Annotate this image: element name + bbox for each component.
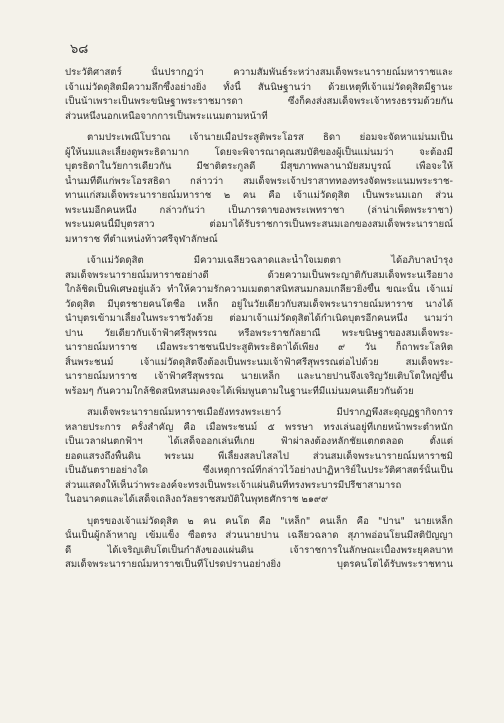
text-line: สมเด็จพระนารายณ์มหาราชเป็นที่โปรดปรานอย่างยิ่ง บุตรคนโตได้รับพระราชทาน: [65, 559, 453, 570]
text-line: สมเด็จพระนารายณ์มหาราชอย่างดี ด้วยความเป็นพระญาติกับสมเด็จพระนเรือยาง: [65, 269, 453, 281]
text-line: เจ้าแม่วัดดุสิต มีความเฉลียวฉลาดและน้ำใจเมตตา ได้อภิบาลบำรุง: [87, 255, 453, 266]
text-line: ส่วนหนึ่งนอกเหนือจากการเป็นพระแนมตามหน้าที่: [65, 110, 268, 122]
text-line: ผู้ให้นมและเลี้ยงดูพระธิดามาก โดยจะพิจารณาคุณสมบัติของผู้เป็นแม่นมว่า จะต้องมี: [65, 146, 453, 158]
text-line: มหาราช ที่ตำแหน่งท้าวศรีจุฬาลักษณ์: [65, 233, 218, 245]
text-line: เป็นเวลาฝนตกฟ้าฯ ได้เสด็จออกเล่นที่เกย ฟ้าผ่าลงต้องหลักชัยแตกตลอด ตั้งแต่: [65, 436, 453, 447]
text-line: ทานแก่สมเด็จพระนารายณ์มหาราช ๒ คน คือ เจ้าแม่วัดดุสิต เป็นพระนมเอก ส่วน: [65, 190, 453, 201]
text-line: ปาน วัยเดียวกับเจ้าฟ้าศรีสุพรรณ หรือพระราชกัลยาณี พระขนิษฐาของสมเด็จพระ-: [65, 327, 453, 339]
text-line: ใกล้ชิดเป็นพิเศษอยู่แล้ว ทำให้ความรักความเมตตาสนิทสนมกลมเกลียวยิ่งขึ้น ขณะนั้น เจ้าแม่: [65, 284, 453, 295]
text-line: เป็นอันตรายอย่างใด ซึ่งเหตุการณ์ที่กล่าวไว้อย่างปาฏิหาริย์ในประวัติศาสตร์นั้นเป็น: [65, 465, 453, 476]
paragraph-3: [65, 254, 453, 399]
text-line: สมเด็จพระนารายณ์มหาราชเมื่อยังทรงพระเยาว์ มีปรากฏพึงสะดุญฏฐากิจการ: [87, 407, 453, 418]
text-line: น้ำนมที่ดีแก่พระโอรสธิดา กล่าวว่า สมเด็จพระเจ้าปราสาททองทรงจัดพระแนมพระราช-: [65, 175, 453, 187]
paragraph-5: [65, 515, 453, 573]
text-line: ตามประเพณีโบราณ เจ้านายเมื่อประสูติพระโอรส ธิดา ย่อมจะจัดหาแม่นมเป็น: [87, 132, 453, 143]
text-line: นั้นเป็นผู้กล้าหาญ เข้มแข็ง ซื่อตรง ส่วนนายปาน เฉลียวฉลาด สุภาพอ่อนโยนมีสติปัญญา: [65, 530, 453, 541]
text-line: หลายประการ ครั้งสำคัญ คือ เมื่อพระชนม์ ๕ พรรษา ทรงเล่นอยู่ที่เกยหน้าพระตำหนัก: [65, 421, 453, 433]
paragraph-4: [65, 406, 453, 508]
text-line: พร้อมๆ กันความใกล้ชิดสนิทสนมคงจะได้เพิ่มพูนตามในฐานะที่มีแม่นมคนเดียวกันด้วย: [65, 385, 414, 397]
text-line: ยอดแสรงถึงพื้นดิน พระนม พี่เลี้ยงสลบไสลไป ส่วนสมเด็จพระนารายณ์มหาราชมิ: [65, 450, 453, 462]
text-line: วัดดุสิต มีบุตรชายคนโตชื่อ เหล็ก อยู่ในวัยเดียวกับสมเด็จพระนารายณ์มหาราช นางได้: [65, 298, 453, 310]
page-number: ๖๘: [70, 42, 89, 57]
text-line: ประวัติศาสตร์ นั้นปรากฏว่า ความสัมพันธ์ระหว่างสมเด็จพระนารายณ์มหาราชและ: [65, 67, 453, 78]
text-line: ส่วนแสดงให้เห็นว่าพระองค์จะทรงเป็นพระเจ้าแผ่นดินที่ทรงพระบารมีปรีชาสามารถ: [65, 479, 402, 491]
body-text: [65, 66, 453, 580]
text-line: สิ้นพระชนม์ เจ้าแม่วัดดุสิตจึงต้องเป็นพระนมเจ้าฟ้าศรีสุพรรณต่อไปด้วย สมเด็จพระ-: [65, 356, 453, 368]
text-line: ในอนาคตและได้เสด็จเถลิงถวัลยราชสมบัติในพุทธศักราช ๒๑๙๙: [65, 494, 328, 505]
text-line: บุตรธิดาในวัยการเดียวกัน มีชาติตระกูลดี มีสุขภาพพลานามัยสมบูรณ์ เพื่อจะให้: [65, 161, 453, 172]
paragraph-1: [65, 66, 453, 124]
paragraph-2: [65, 131, 453, 247]
text-line: พระนมอีกคนหนึ่ง กล่าวกันว่า เป็นภารดาของพระเพทราชา (ล่าน่าเพ็ดพระราชา): [65, 204, 453, 216]
text-line: พระนมคนนี้มีบุตรสาว ต่อมาได้รับราชการเป็นพระสนมเอกของสมเด็จพระนารายณ์: [65, 219, 453, 230]
text-line: เป็นน้าเพราะเป็นพระขนิษฐาพระราชมารดา ซึ่งก็คงส่งสมเด็จพระเจ้าทรงธรรมด้วยกัน: [65, 96, 453, 107]
text-line: นารายณ์มหาราช เมื่อพระราชชนนีประสูติพระธิดาได้เพียง ๙ วัน ก็ถาพระโลหิต: [65, 342, 453, 353]
text-line: เจ้าแม่วัดดุสิตมีความลึกซึ้งอย่างยิ่ง ทั้งนี้ สันนิษฐานว่า ด้วยเหตุที่เจ้าแม่วัดดุสิตมีฐานะ: [65, 81, 453, 93]
text-line: นารายณ์มหาราช เจ้าฟ้าศรีสุพรรณ นายเหล็ก และนายปานจึงเจริญวัยเติบโตใหญ่ขึ้น: [65, 371, 453, 382]
text-line: นำบุตรเข้ามาเลี้ยงในพระราชวังด้วย ต่อมาเจ้าแม่วัดดุสิตได้กำเนิดบุตรอีกคนหนึ่ง นามว่า: [65, 313, 453, 324]
text-line: บุตรของเจ้าแม่วัดดุสิต ๒ คน คนโต คือ "เหล็ก" คนเล็ก คือ "ปาน" นายเหล็ก: [87, 515, 453, 527]
text-line: ดี ได้เจริญเติบโตเป็นกำลังของแผ่นดิน เจ้าราชการในลักษณะเบื้องพระยุคลบาท: [65, 544, 453, 556]
